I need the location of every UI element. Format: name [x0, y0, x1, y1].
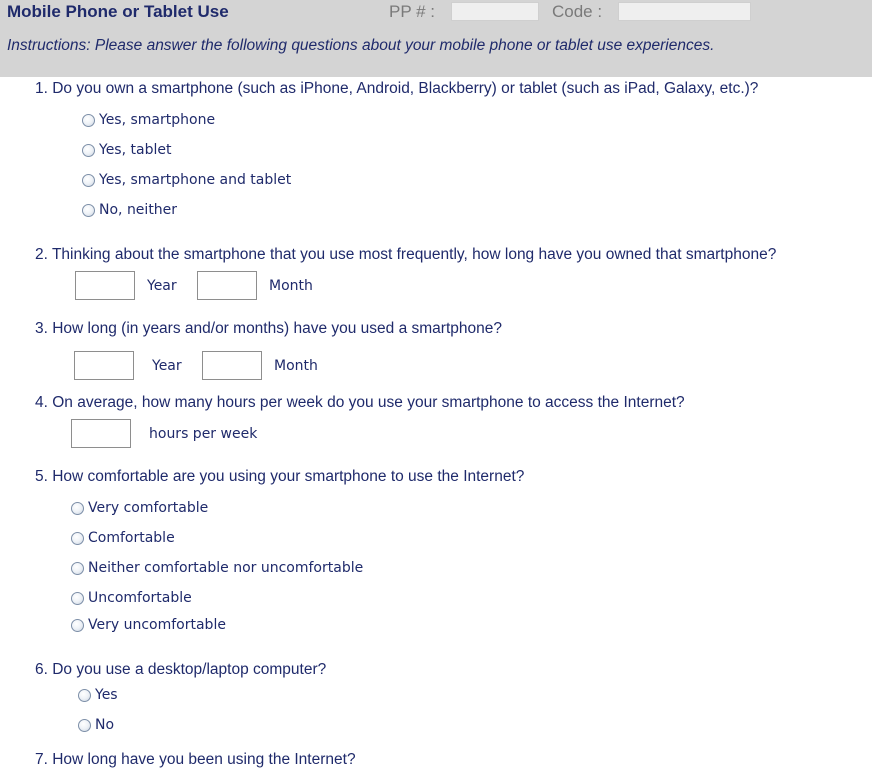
- code-label: Code :: [552, 2, 603, 21]
- option-label: Yes, tablet: [99, 142, 172, 158]
- radio-button-icon[interactable]: [71, 592, 84, 605]
- q2-month-input[interactable]: [197, 271, 257, 300]
- question-2-text: 2. Thinking about the smartphone that you use most frequently, how long have you owned that smartphone?: [35, 246, 777, 263]
- radio-button-icon[interactable]: [71, 502, 84, 515]
- q4-hours-label: hours per week: [149, 426, 258, 442]
- instructions-text: Instructions: Please answer the following questions about your mobile phone or tablet use experiences.: [7, 37, 715, 54]
- radio-button-icon[interactable]: [82, 114, 95, 127]
- option-label: Comfortable: [88, 530, 175, 546]
- pp-number-label: PP # :: [389, 2, 435, 21]
- question-5-text: 5. How comfortable are you using your smartphone to use the Internet?: [35, 468, 525, 485]
- radio-button-icon[interactable]: [82, 204, 95, 217]
- radio-button-icon[interactable]: [78, 719, 91, 732]
- option-label: Yes, smartphone and tablet: [99, 172, 292, 188]
- radio-button-icon[interactable]: [78, 689, 91, 702]
- q1-option-neither[interactable]: [82, 202, 177, 218]
- option-label: No, neither: [99, 202, 178, 218]
- radio-button-icon[interactable]: [71, 619, 84, 632]
- radio-button-icon[interactable]: [71, 562, 84, 575]
- question-4-text: 4. On average, how many hours per week do you use your smartphone to access the Internet?: [35, 394, 685, 411]
- form-header: [0, 0, 872, 77]
- option-label: Very comfortable: [88, 500, 209, 516]
- q5-option-neither[interactable]: [71, 560, 363, 576]
- option-label: Yes, smartphone: [99, 112, 216, 128]
- q3-month-input[interactable]: [202, 351, 262, 380]
- q4-hours-input[interactable]: [71, 419, 131, 448]
- option-label: Yes: [95, 687, 118, 703]
- radio-button-icon[interactable]: [82, 174, 95, 187]
- q3-month-label: Month: [274, 358, 318, 374]
- page-title: Mobile Phone or Tablet Use: [7, 2, 229, 21]
- pp-number-input[interactable]: [451, 2, 539, 21]
- q6-option-yes[interactable]: [78, 687, 118, 703]
- q3-year-input[interactable]: [74, 351, 134, 380]
- q5-option-uncomfortable[interactable]: [71, 590, 192, 606]
- q2-year-label: Year: [147, 278, 177, 294]
- q1-option-smartphone-and-tablet[interactable]: [82, 172, 291, 188]
- q5-option-very-uncomfortable[interactable]: [71, 617, 226, 633]
- code-input[interactable]: [618, 2, 751, 21]
- question-1-text: 1. Do you own a smartphone (such as iPhone, Android, Blackberry) or tablet (such as iPad, Galaxy, etc.)?: [35, 80, 759, 97]
- q1-option-tablet[interactable]: [82, 142, 171, 158]
- question-6-text: 6. Do you use a desktop/laptop computer?: [35, 661, 327, 678]
- radio-button-icon[interactable]: [71, 532, 84, 545]
- option-label: No: [95, 717, 115, 733]
- option-label: Very uncomfortable: [88, 617, 226, 633]
- option-label: Neither comfortable nor uncomfortable: [88, 560, 364, 576]
- q2-month-label: Month: [269, 278, 313, 294]
- q6-option-no[interactable]: [78, 717, 114, 733]
- question-7-text: 7. How long have you been using the Internet?: [35, 751, 356, 768]
- q3-year-label: Year: [152, 358, 182, 374]
- q2-year-input[interactable]: [75, 271, 135, 300]
- question-3-text: 3. How long (in years and/or months) have you used a smartphone?: [35, 320, 502, 337]
- q5-option-very-comfortable[interactable]: [71, 500, 208, 516]
- radio-button-icon[interactable]: [82, 144, 95, 157]
- q5-option-comfortable[interactable]: [71, 530, 175, 546]
- option-label: Uncomfortable: [88, 590, 192, 606]
- q1-option-smartphone[interactable]: [82, 112, 215, 128]
